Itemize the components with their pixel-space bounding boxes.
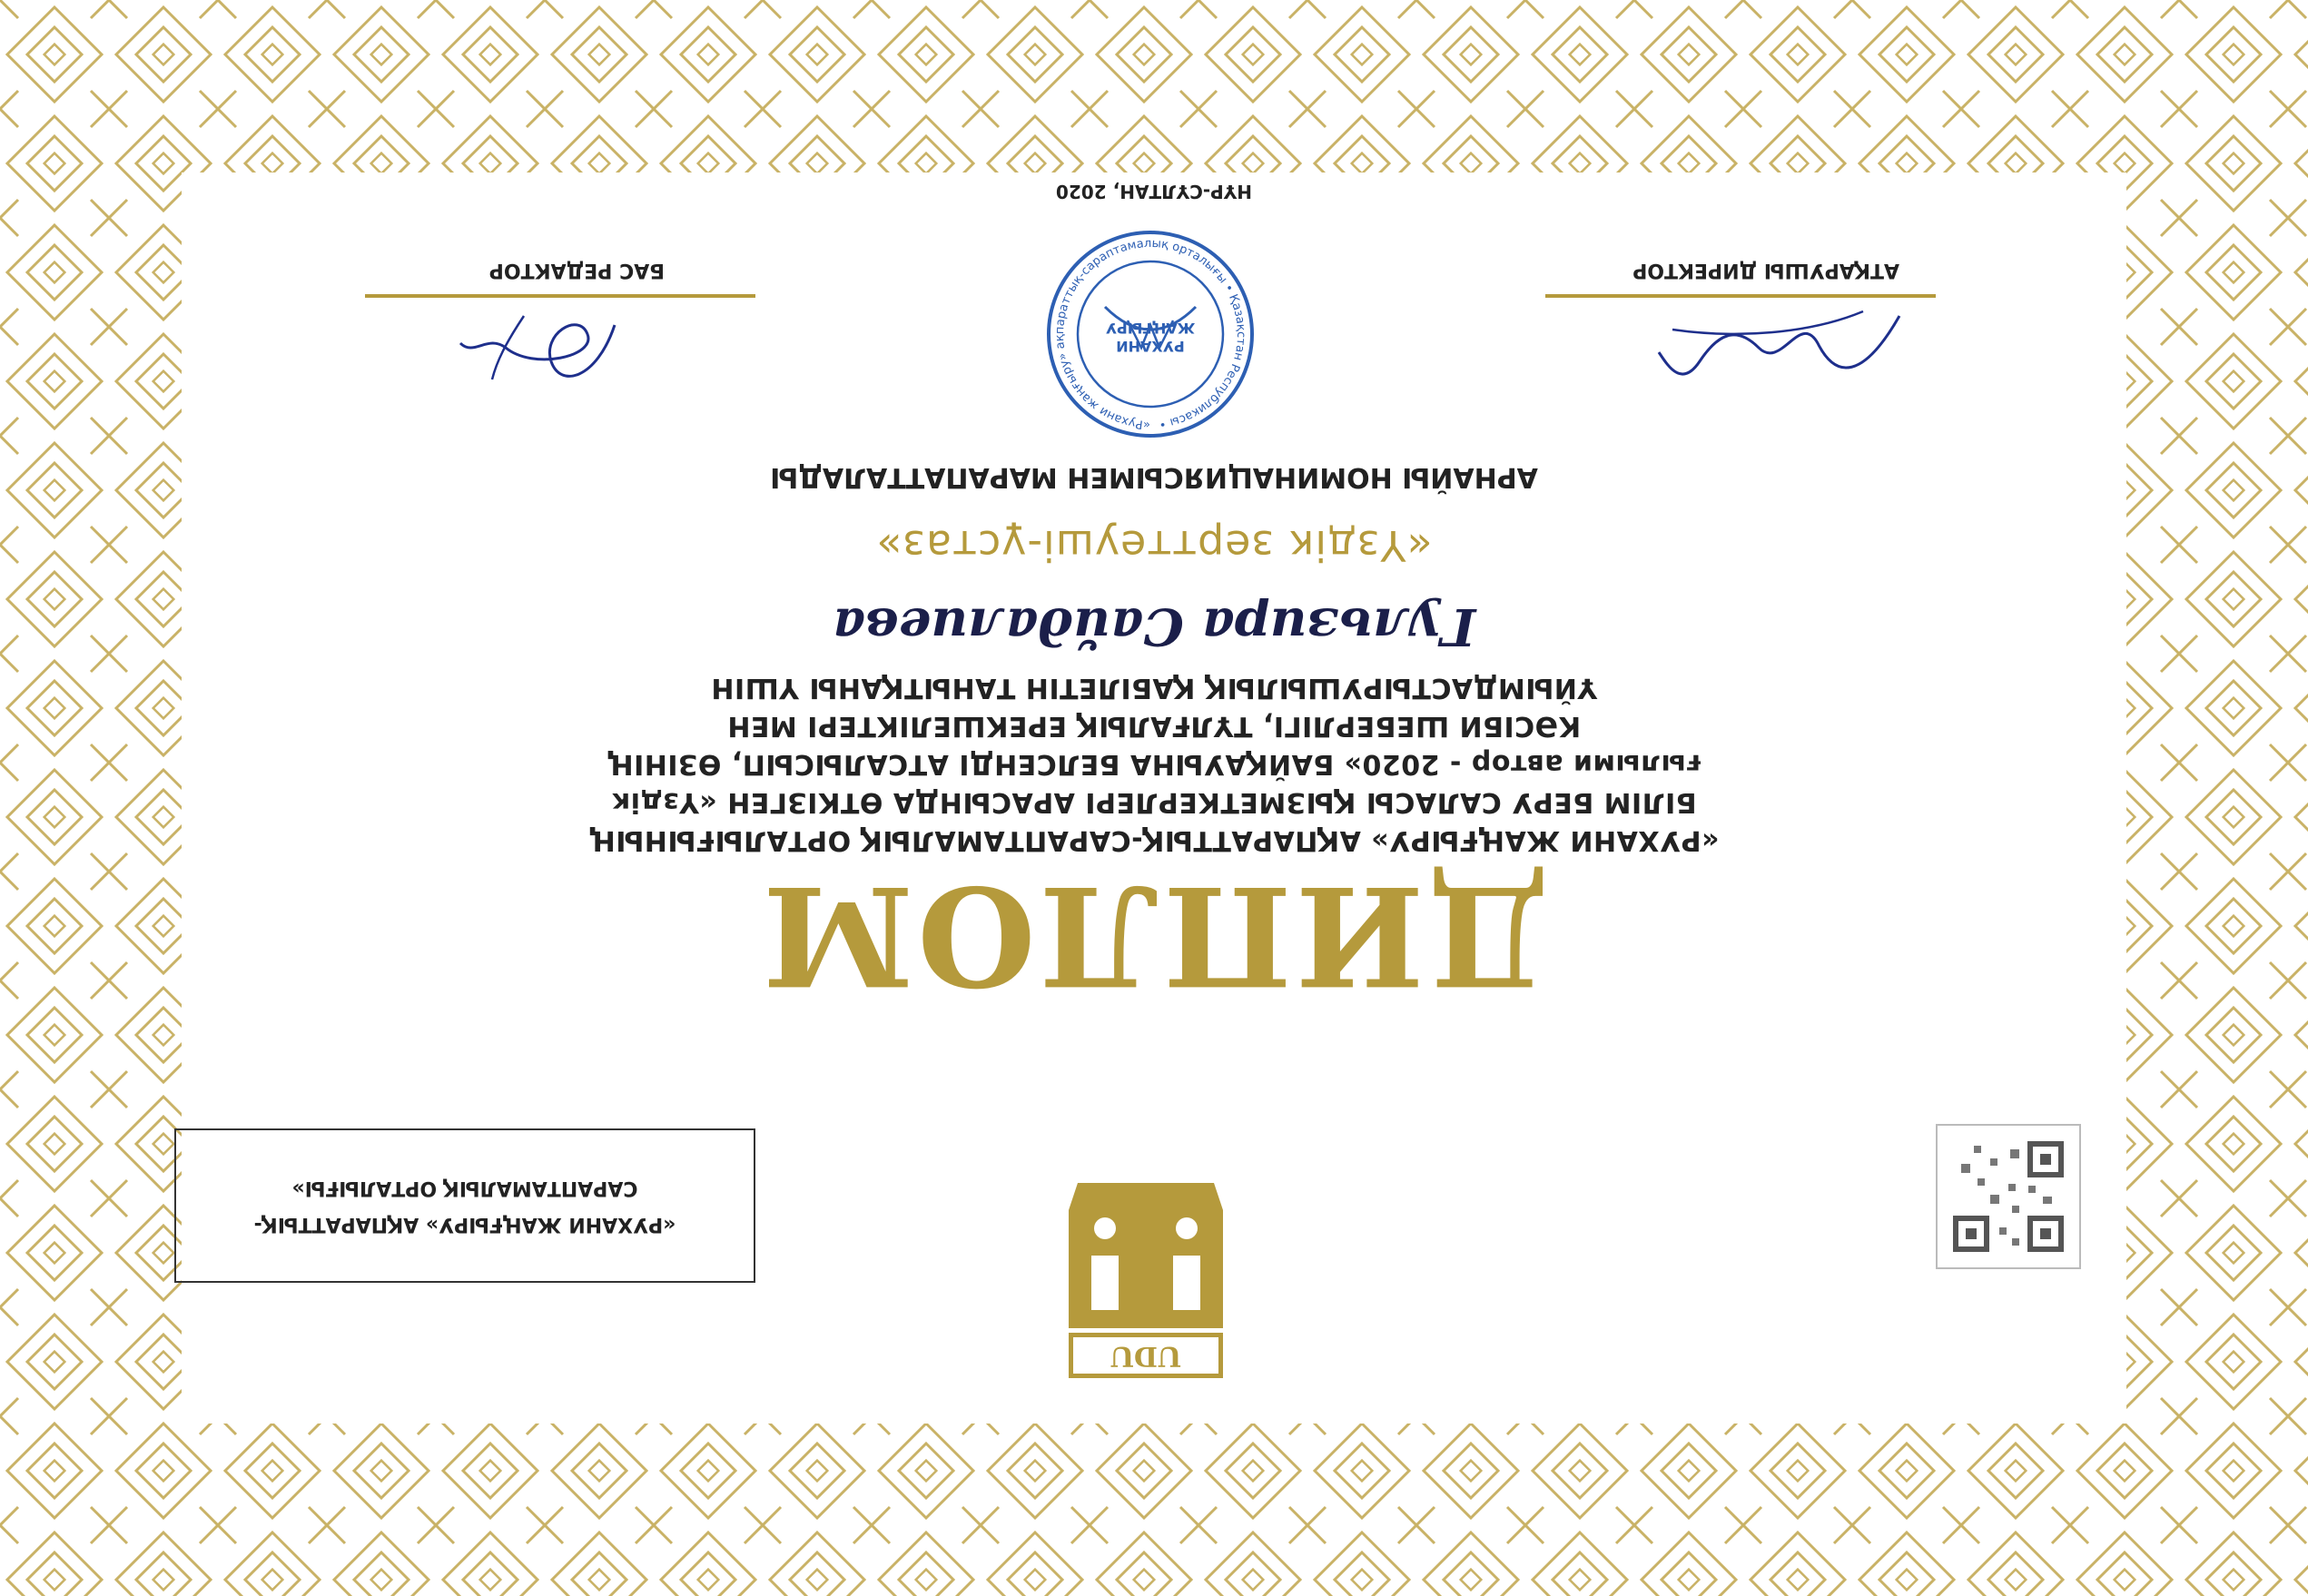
stamp-line-2: ЖАҢҒЫРУ — [1105, 320, 1196, 337]
certificate-title: ДИПЛОМ — [758, 855, 1550, 1015]
director-title: АТҚАРУШЫ ДИРЕКТОР — [1632, 259, 1899, 281]
official-stamp — [1041, 225, 1259, 443]
stamp-ring-text: «Рухани жаңғыру» ақпараттық-сараптамалық орталығы • Қазақстан Республикасы • — [1052, 236, 1248, 432]
body-line-3: ғылыми автор - 2020» БАЙҚАУЫНА БЕЛСЕНДІ АТСАЛЫСЫП, ӨЗІНІҢ — [607, 748, 1701, 780]
director-signature-line — [1545, 294, 1936, 298]
qr-code — [1936, 1124, 2081, 1269]
body-line-5: ҰЙЫМДАСТЫРУШЫЛЫҚ ҚАБІЛЕТІН ТАНЫТҚАНЫ ҮШІН — [710, 672, 1598, 704]
issuer-line-1: «РУХАНИ ЖАҢҒЫРУ» АҚПАРАТТЫҚ- — [253, 1213, 676, 1236]
editor-signature — [442, 298, 642, 398]
city-year: НҰР-СҰЛТАН, 2020 — [1055, 181, 1253, 202]
logo-text: UDU — [1069, 1333, 1223, 1378]
editor-signature-line — [365, 294, 755, 298]
udu-logo — [1069, 1187, 1223, 1378]
editor-title: БАС РЕДАКТОР — [488, 259, 665, 281]
award-line: АРНАЙЫ НОМИНАЦИЯСЫМЕН МАРАПАТТАЛАДЫ — [770, 461, 1538, 493]
issuer-box — [174, 1128, 755, 1283]
issuer-line-2: САРАПТАМАЛЫҚ ОРТАЛЫҒЫ» — [291, 1177, 638, 1199]
qr-code-icon — [1938, 1126, 2079, 1267]
body-line-2: БІЛІМ БЕРУ САЛАСЫ ҚЫЗМЕТКЕРЛЕРІ АРАСЫНДА ӨТКІЗГЕН «Үздік — [611, 786, 1697, 818]
director-signature — [1645, 298, 1918, 398]
logo-emblem — [1069, 1183, 1223, 1328]
recipient-name: Гульзира Сайдалиева — [832, 596, 1476, 656]
nomination-title: «Үздік зерттеуші-ұстаз» — [875, 521, 1433, 570]
body-line-1: «РУХАНИ ЖАҢҒЫРУ» АҚПАРАТТЫҚ-САРАПТАМАЛЫҚ ОРТАЛЫҒЫНЫҢ — [588, 824, 1720, 856]
body-line-4: КӘСІБИ ШЕБЕРЛІГІ, ТҰЛҒАЛЫҚ ЕРЕКШЕЛІКТЕРІ МЕН — [726, 710, 1582, 742]
stamp-line-1: РУХАНИ — [1116, 338, 1185, 355]
